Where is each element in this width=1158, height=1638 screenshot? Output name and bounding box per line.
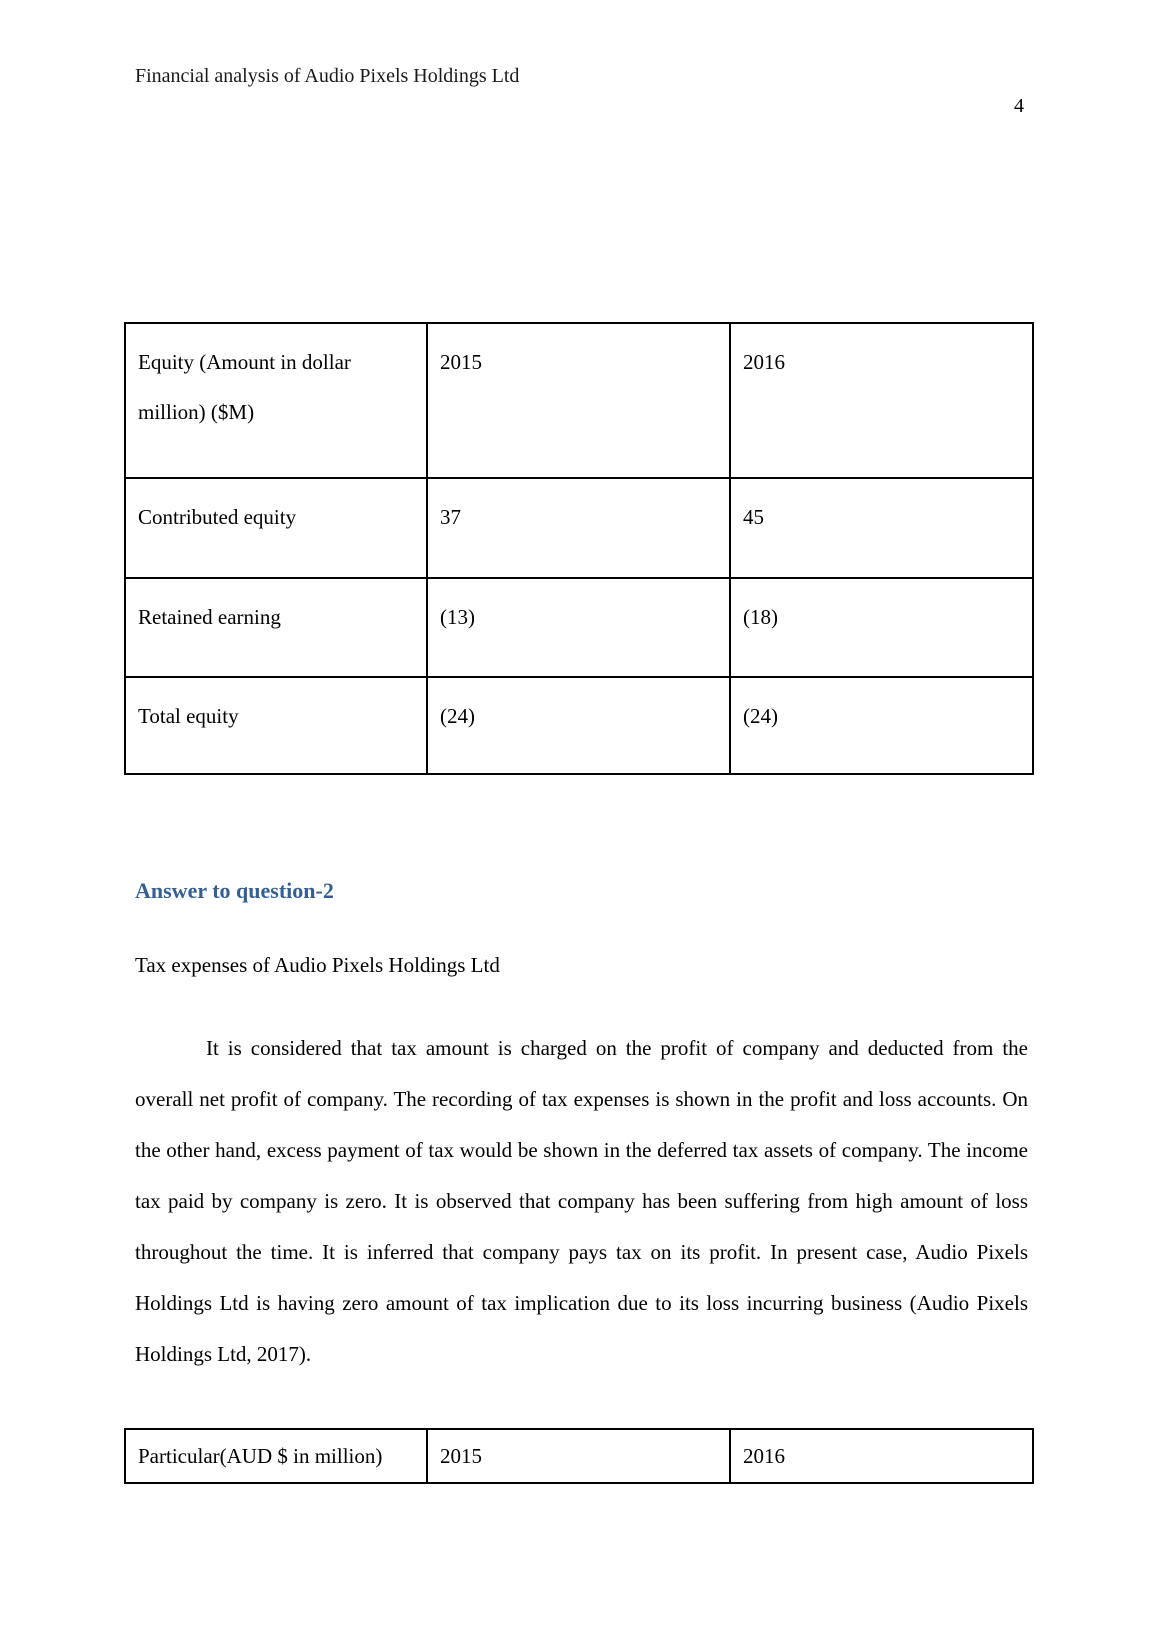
document-header-title: Financial analysis of Audio Pixels Holdings Ltd	[135, 65, 520, 87]
tax-table	[124, 1428, 1034, 1484]
row-label: Total equity	[125, 677, 427, 774]
equity-table-header-2016: 2016	[730, 323, 1033, 478]
value-2015: 37	[427, 478, 730, 578]
table-row-total-equity	[125, 677, 1033, 774]
table-row-contributed-equity	[125, 478, 1033, 578]
tax-expenses-paragraph: It is considered that tax amount is charged on the profit of company and deducted from the overall net profit of company. The recording of tax expenses is shown in the profit and loss accounts. On the other hand, excess payment of tax would be shown in the deferred tax assets of company. The income tax paid by company is zero. It is observed that company has been suffering from high amount of loss throughout the time. It is inferred that company pays tax on its profit. In present case, Audio Pixels Holdings Ltd is having zero amount of tax implication due to its loss incurring business (Audio Pixels Holdings Ltd, 2017).	[135, 1036, 1028, 1366]
table-row-retained-earning	[125, 578, 1033, 677]
row-label: Retained earning	[125, 578, 427, 677]
tax-table-header-2015: 2015	[427, 1429, 730, 1483]
value-2015: (13)	[427, 578, 730, 677]
section-heading-answer-question-2: Answer to question-2	[135, 878, 334, 903]
row-label: Contributed equity	[125, 478, 427, 578]
tax-table-header-label: Particular(AUD $ in million)	[125, 1429, 427, 1483]
equity-table-header-2015: 2015	[427, 323, 730, 478]
equity-table-header-label: Equity (Amount in dollar million) ($M)	[125, 323, 427, 478]
sub-heading-tax-expenses: Tax expenses of Audio Pixels Holdings Ltd	[135, 953, 500, 977]
value-2015: (24)	[427, 677, 730, 774]
value-2016: 45	[730, 478, 1033, 578]
value-2016: (24)	[730, 677, 1033, 774]
page-number: 4	[1014, 95, 1024, 117]
value-2016: (18)	[730, 578, 1033, 677]
tax-table-header-row	[125, 1429, 1033, 1483]
equity-table-header-row	[125, 323, 1033, 478]
tax-table-header-2016: 2016	[730, 1429, 1033, 1483]
equity-table	[124, 322, 1034, 775]
